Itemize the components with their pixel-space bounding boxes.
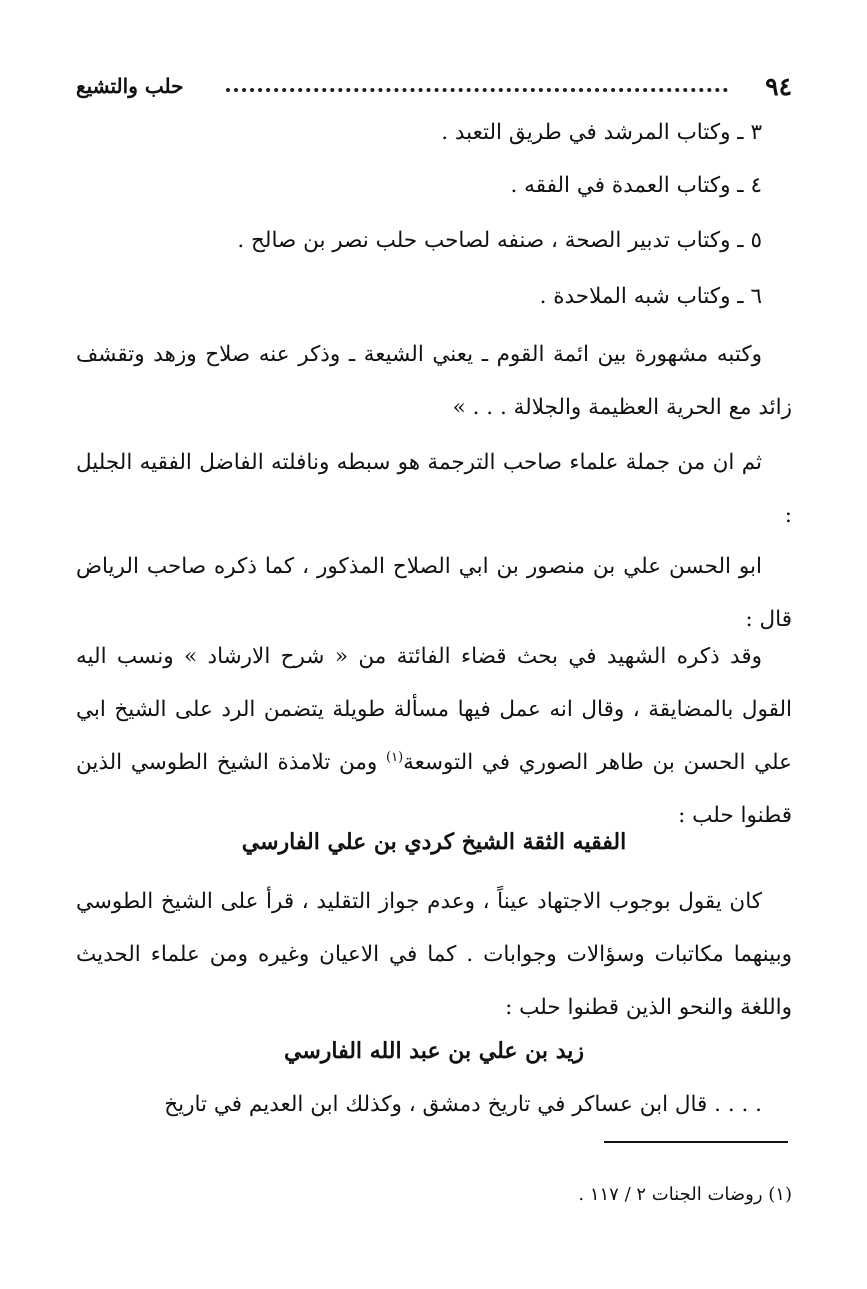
paragraph (76, 630, 792, 842)
paragraph: . . . . قال ابن عساكر في تاريخ دمشق ، وكذلك ابن العديم في تاريخ (164, 1092, 762, 1117)
list-item: ٥ ـ وكتاب تدبير الصحة ، صنفه لصاحب حلب نصر بن صالح . (237, 228, 762, 253)
paragraph: ثم ان من جملة علماء صاحب الترجمة هو سبطه ونافلته الفاضل الفقيه الجليل : (76, 450, 792, 528)
page-number: ٩٤ (765, 71, 792, 101)
paragraph-text: وقد ذكره الشهيد في بحث قضاء الفائتة من « شرح الارشاد » ونسب اليه القول بالمضايقة ، وقال انه عمل فيها مسألة طويلة يتضمن الرد على الشيخ ابي علي الحسن بن طاهر الصوري في التوسعة (76, 644, 792, 775)
list-item: ٦ ـ وكتاب شبه الملاحدة . (539, 284, 762, 309)
footnote-separator (604, 1141, 788, 1143)
section-heading: زيد بن علي بن عبد الله الفارسي (284, 1038, 584, 1064)
paragraph: ابو الحسن علي بن منصور بن ابي الصلاح المذكور ، كما ذكره صاحب الرياض قال : (76, 554, 792, 632)
header-dotted-leader (226, 88, 728, 92)
list-item: ٤ ـ وكتاب العمدة في الفقه . (510, 173, 762, 198)
paragraph: كان يقول بوجوب الاجتهاد عيناً ، وعدم جواز التقليد ، قرأ على الشيخ الطوسي وبينهما مكاتبات وسؤالات وجوابات . كما في الاعيان وغيره ومن علماء الحديث واللغة والنحو الذين قطنوا حلب : (76, 889, 792, 1020)
section-heading: الفقيه الثقة الشيخ كردي بن علي الفارسي (241, 829, 627, 855)
list-item: ٣ ـ وكتاب المرشد في طريق التعبد . (441, 120, 762, 145)
paragraph-text: ومن تلامذة الشيخ الطوسي الذين قطنوا حلب : (76, 750, 792, 828)
running-title: حلب والتشيع (76, 74, 184, 98)
page-header (76, 66, 792, 106)
footnote-marker: (١) (386, 749, 404, 765)
footnote: (١) روضات الجنات ٢ / ١١٧ . (578, 1184, 792, 1205)
paragraph: وكتبه مشهورة بين ائمة القوم ـ يعني الشيعة ـ وذكر عنه صلاح وزهد وتقشف زائد مع الحرية العظيمة والجلالة . . . » (76, 342, 792, 420)
